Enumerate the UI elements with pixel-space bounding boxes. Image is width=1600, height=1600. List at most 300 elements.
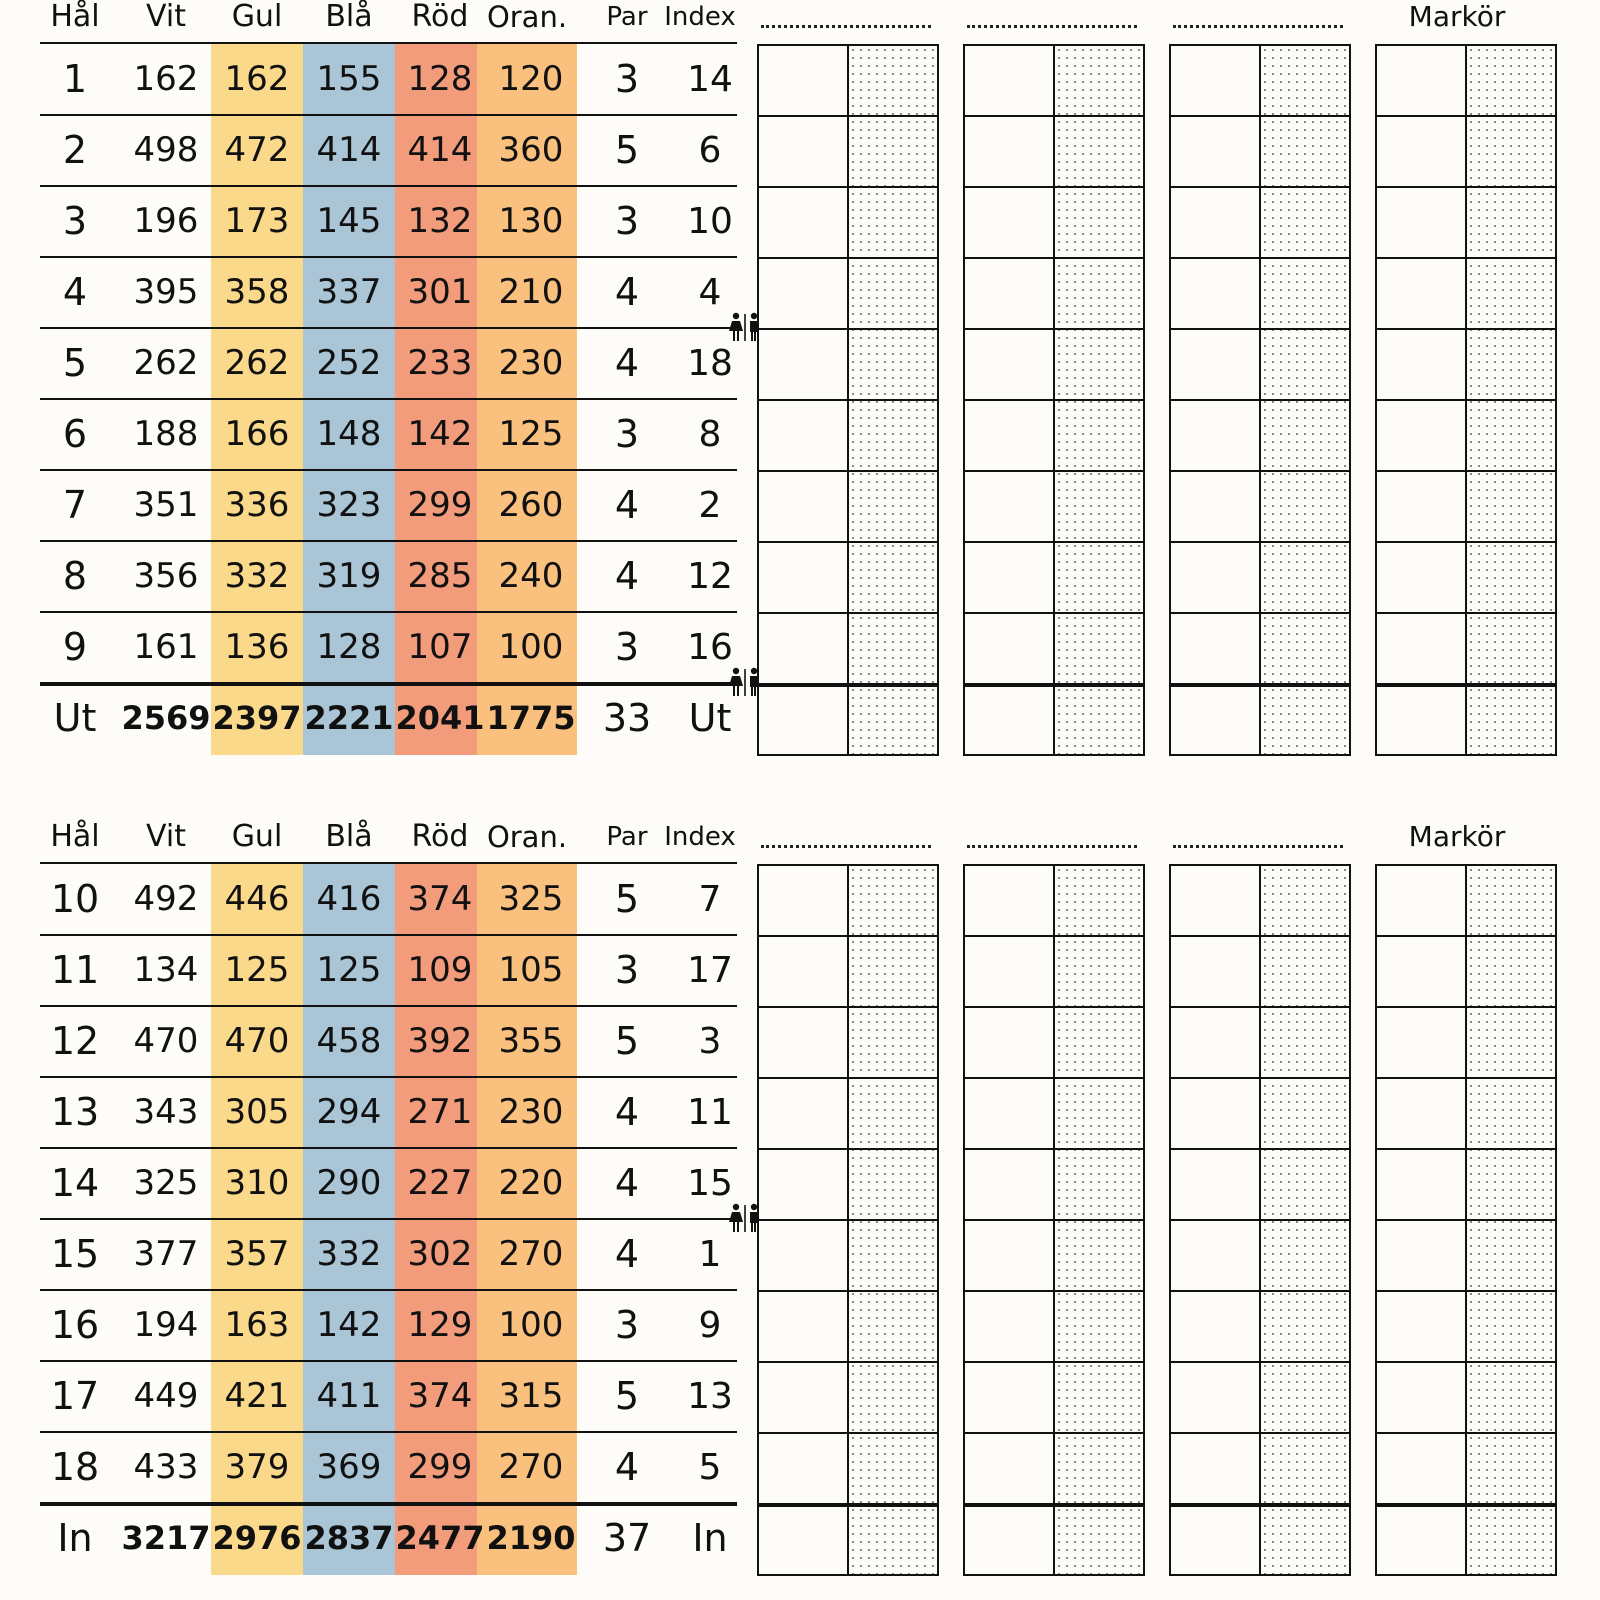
score-divider xyxy=(759,328,937,330)
cell-vit: 188 xyxy=(133,414,199,454)
score-divider xyxy=(759,1503,937,1507)
hole-row xyxy=(40,1006,737,1077)
cell-index: 1 xyxy=(698,1234,722,1275)
cell-gul: 162 xyxy=(224,59,290,99)
cell-index: 7 xyxy=(698,879,722,920)
cell-index: 5 xyxy=(698,1447,722,1488)
marker-score-box[interactable] xyxy=(1375,44,1557,756)
cell-par: 5 xyxy=(614,1019,640,1063)
cell-hole: 17 xyxy=(50,1374,100,1418)
restroom-icon xyxy=(727,667,763,697)
header-index: Index xyxy=(664,822,736,852)
cell-bla: 332 xyxy=(316,1234,382,1274)
score-divider xyxy=(1377,1432,1555,1434)
cell-par: 3 xyxy=(614,199,640,243)
cell-hole: 13 xyxy=(50,1090,100,1134)
score-divider xyxy=(965,1077,1143,1079)
cell-index: 16 xyxy=(687,627,733,668)
header-marker: Markör xyxy=(1408,0,1506,33)
header-vit: Vit xyxy=(146,0,186,34)
score-divider xyxy=(1377,612,1555,614)
cell-hole: 12 xyxy=(50,1019,100,1063)
cell-hole: 15 xyxy=(50,1232,100,1276)
cell-bla: 323 xyxy=(316,485,382,525)
total-index: Ut xyxy=(688,696,732,740)
score-divider xyxy=(1171,1219,1349,1221)
cell-bla: 148 xyxy=(316,414,382,454)
cell-bla: 125 xyxy=(316,950,382,990)
score-divider xyxy=(759,115,937,117)
cell-vit: 433 xyxy=(133,1447,199,1487)
cell-ora: 220 xyxy=(498,1163,564,1203)
cell-gul: 379 xyxy=(224,1447,290,1487)
cell-ora: 270 xyxy=(498,1234,564,1274)
cell-bla: 290 xyxy=(316,1163,382,1203)
score-divider xyxy=(965,541,1143,543)
row-divider xyxy=(40,1289,737,1291)
score-divider xyxy=(1171,1006,1349,1008)
cell-gul: 357 xyxy=(224,1234,290,1274)
score-divider xyxy=(759,470,937,472)
cell-hole: 3 xyxy=(62,199,88,243)
cell-par: 3 xyxy=(614,1303,640,1347)
score-divider xyxy=(965,1148,1143,1150)
cell-hole: 7 xyxy=(62,483,88,527)
player-name-line[interactable] xyxy=(1173,845,1343,848)
cell-rod: 271 xyxy=(407,1092,473,1132)
cell-par: 4 xyxy=(614,270,640,314)
cell-gul: 173 xyxy=(224,201,290,241)
hole-row xyxy=(40,1077,737,1148)
score-divider xyxy=(1171,612,1349,614)
score-divider xyxy=(759,1432,937,1434)
header-par: Par xyxy=(606,822,648,852)
cell-par: 3 xyxy=(614,948,640,992)
cell-ora: 260 xyxy=(498,485,564,525)
header-gul: Gul xyxy=(231,819,283,854)
hole-row xyxy=(40,864,737,935)
cell-bla: 252 xyxy=(316,343,382,383)
cell-vit: 377 xyxy=(133,1234,199,1274)
hole-row xyxy=(40,1148,737,1219)
score-divider xyxy=(1377,1219,1555,1221)
cell-vit: 194 xyxy=(133,1305,199,1345)
cell-rod: 414 xyxy=(407,130,473,170)
score-divider xyxy=(1377,115,1555,117)
player-score-box[interactable] xyxy=(757,44,939,756)
player-name-line[interactable] xyxy=(761,25,931,28)
cell-bla: 294 xyxy=(316,1092,382,1132)
row-divider xyxy=(40,540,737,542)
row-divider xyxy=(40,1502,737,1506)
cell-rod: 285 xyxy=(407,556,473,596)
score-divider xyxy=(1171,1148,1349,1150)
score-divider xyxy=(759,1219,937,1221)
score-divider xyxy=(1171,541,1349,543)
cell-gul: 262 xyxy=(224,343,290,383)
cell-index: 15 xyxy=(687,1163,733,1204)
cell-index: 2 xyxy=(698,485,722,526)
cell-vit: 196 xyxy=(133,201,199,241)
cell-index: 6 xyxy=(698,130,722,171)
cell-rod: 142 xyxy=(407,414,473,454)
cell-rod: 128 xyxy=(407,59,473,99)
cell-gul: 421 xyxy=(224,1376,290,1416)
total-rod: 2477 xyxy=(395,1519,485,1557)
header-rod: Röd xyxy=(411,819,469,854)
cell-ora: 100 xyxy=(498,627,564,667)
score-divider xyxy=(965,1290,1143,1292)
header-index: Index xyxy=(664,2,736,32)
cell-vit: 356 xyxy=(133,556,199,596)
cell-hole: 6 xyxy=(62,412,88,456)
cell-bla: 128 xyxy=(316,627,382,667)
cell-ora: 100 xyxy=(498,1305,564,1345)
score-divider xyxy=(759,1361,937,1363)
score-divider xyxy=(965,683,1143,687)
cell-rod: 299 xyxy=(407,485,473,525)
cell-index: 13 xyxy=(687,1376,733,1417)
score-divider xyxy=(1171,186,1349,188)
cell-par: 4 xyxy=(614,1161,640,1205)
row-divider xyxy=(40,327,737,329)
cell-gul: 166 xyxy=(224,414,290,454)
row-divider xyxy=(40,1218,737,1220)
cell-vit: 492 xyxy=(133,879,199,919)
row-divider xyxy=(40,1005,737,1007)
row-divider xyxy=(40,862,737,864)
cell-rod: 301 xyxy=(407,272,473,312)
row-divider xyxy=(40,1147,737,1149)
cell-index: 9 xyxy=(698,1305,722,1346)
score-divider xyxy=(1171,1290,1349,1292)
cell-ora: 130 xyxy=(498,201,564,241)
score-divider xyxy=(1377,328,1555,330)
header-rod: Röd xyxy=(411,0,469,34)
cell-par: 4 xyxy=(614,1232,640,1276)
score-divider xyxy=(1171,399,1349,401)
score-divider xyxy=(759,1006,937,1008)
cell-hole: 16 xyxy=(50,1303,100,1347)
cell-vit: 395 xyxy=(133,272,199,312)
row-divider xyxy=(40,934,737,936)
score-divider xyxy=(1377,399,1555,401)
cell-hole: 10 xyxy=(50,877,100,921)
score-divider xyxy=(1171,328,1349,330)
cell-index: 12 xyxy=(687,556,733,597)
total-hole: Ut xyxy=(53,696,97,740)
hole-row xyxy=(40,612,737,683)
cell-bla: 145 xyxy=(316,201,382,241)
cell-bla: 319 xyxy=(316,556,382,596)
header-bla: Blå xyxy=(325,819,373,854)
score-divider xyxy=(1171,115,1349,117)
score-divider xyxy=(965,1361,1143,1363)
cell-par: 5 xyxy=(614,128,640,172)
score-divider xyxy=(965,612,1143,614)
cell-ora: 230 xyxy=(498,343,564,383)
cell-hole: 18 xyxy=(50,1445,100,1489)
cell-rod: 227 xyxy=(407,1163,473,1203)
total-par: 37 xyxy=(602,1516,652,1560)
cell-rod: 299 xyxy=(407,1447,473,1487)
score-divider xyxy=(965,186,1143,188)
cell-ora: 360 xyxy=(498,130,564,170)
score-divider xyxy=(965,935,1143,937)
cell-rod: 302 xyxy=(407,1234,473,1274)
score-divider xyxy=(1377,1503,1555,1507)
score-divider xyxy=(1377,1148,1555,1150)
hole-row xyxy=(40,257,737,328)
score-divider xyxy=(965,1006,1143,1008)
hole-row xyxy=(40,470,737,541)
score-divider xyxy=(1377,1361,1555,1363)
cell-vit: 498 xyxy=(133,130,199,170)
score-divider xyxy=(1377,1290,1555,1292)
score-divider xyxy=(759,935,937,937)
score-divider xyxy=(1377,683,1555,687)
cell-index: 17 xyxy=(687,950,733,991)
cell-gul: 163 xyxy=(224,1305,290,1345)
marker-score-box[interactable] xyxy=(1375,864,1557,1576)
player-score-box[interactable] xyxy=(1169,864,1351,1576)
player-name-line[interactable] xyxy=(967,845,1137,848)
total-hole: In xyxy=(57,1516,93,1560)
player-score-box[interactable] xyxy=(757,864,939,1576)
total-vit: 2569 xyxy=(121,699,211,737)
score-divider xyxy=(965,115,1143,117)
cell-vit: 351 xyxy=(133,485,199,525)
total-gul: 2976 xyxy=(212,1519,302,1557)
score-divider xyxy=(965,399,1143,401)
cell-vit: 162 xyxy=(133,59,199,99)
cell-vit: 262 xyxy=(133,343,199,383)
cell-index: 18 xyxy=(687,343,733,384)
score-divider xyxy=(759,257,937,259)
cell-gul: 125 xyxy=(224,950,290,990)
player-name-line[interactable] xyxy=(761,845,931,848)
player-name-line[interactable] xyxy=(967,25,1137,28)
cell-gul: 336 xyxy=(224,485,290,525)
cell-index: 14 xyxy=(687,59,733,100)
cell-gul: 332 xyxy=(224,556,290,596)
cell-bla: 411 xyxy=(316,1376,382,1416)
total-bla: 2221 xyxy=(304,699,394,737)
cell-index: 11 xyxy=(687,1092,733,1133)
row-divider xyxy=(40,682,737,686)
cell-index: 10 xyxy=(687,201,733,242)
score-divider xyxy=(759,1290,937,1292)
hole-row xyxy=(40,1290,737,1361)
cell-par: 4 xyxy=(614,1090,640,1134)
cell-vit: 161 xyxy=(133,627,199,667)
cell-ora: 120 xyxy=(498,59,564,99)
player-name-line[interactable] xyxy=(1173,25,1343,28)
player-score-box[interactable] xyxy=(1169,44,1351,756)
cell-par: 3 xyxy=(614,625,640,669)
cell-rod: 129 xyxy=(407,1305,473,1345)
score-divider xyxy=(759,1077,937,1079)
cell-rod: 374 xyxy=(407,879,473,919)
row-divider xyxy=(40,398,737,400)
row-divider xyxy=(40,1431,737,1433)
score-divider xyxy=(1377,470,1555,472)
restroom-icon xyxy=(727,312,763,342)
cell-index: 3 xyxy=(698,1021,722,1062)
score-divider xyxy=(965,328,1143,330)
cell-gul: 472 xyxy=(224,130,290,170)
total-index: In xyxy=(692,1516,728,1560)
score-divider xyxy=(1377,541,1555,543)
hole-row xyxy=(40,935,737,1006)
score-divider xyxy=(759,612,937,614)
cell-par: 5 xyxy=(614,877,640,921)
cell-vit: 470 xyxy=(133,1021,199,1061)
score-divider xyxy=(1377,1077,1555,1079)
cell-vit: 134 xyxy=(133,950,199,990)
cell-rod: 107 xyxy=(407,627,473,667)
cell-bla: 155 xyxy=(316,59,382,99)
cell-ora: 125 xyxy=(498,414,564,454)
cell-ora: 315 xyxy=(498,1376,564,1416)
cell-hole: 2 xyxy=(62,128,88,172)
hole-row xyxy=(40,115,737,186)
hole-row xyxy=(40,541,737,612)
cell-bla: 337 xyxy=(316,272,382,312)
cell-hole: 8 xyxy=(62,554,88,598)
score-divider xyxy=(759,1148,937,1150)
score-divider xyxy=(965,470,1143,472)
cell-bla: 369 xyxy=(316,1447,382,1487)
cell-rod: 374 xyxy=(407,1376,473,1416)
score-divider xyxy=(965,1219,1143,1221)
total-ora: 1775 xyxy=(486,699,576,737)
score-divider xyxy=(1171,935,1349,937)
cell-gul: 310 xyxy=(224,1163,290,1203)
score-divider xyxy=(1171,1503,1349,1507)
cell-par: 4 xyxy=(614,341,640,385)
score-divider xyxy=(759,683,937,687)
cell-vit: 449 xyxy=(133,1376,199,1416)
cell-par: 3 xyxy=(614,57,640,101)
hole-row xyxy=(40,399,737,470)
cell-par: 3 xyxy=(614,412,640,456)
score-divider xyxy=(1171,1361,1349,1363)
cell-par: 4 xyxy=(614,554,640,598)
header-marker: Markör xyxy=(1408,820,1506,853)
cell-vit: 325 xyxy=(133,1163,199,1203)
row-divider xyxy=(40,256,737,258)
cell-index: 4 xyxy=(698,272,722,313)
total-row xyxy=(40,683,737,754)
score-divider xyxy=(1171,1432,1349,1434)
total-par: 33 xyxy=(602,696,652,740)
cell-rod: 392 xyxy=(407,1021,473,1061)
score-divider xyxy=(1171,1077,1349,1079)
score-divider xyxy=(759,399,937,401)
score-divider xyxy=(965,257,1143,259)
cell-ora: 270 xyxy=(498,1447,564,1487)
cell-gul: 470 xyxy=(224,1021,290,1061)
score-divider xyxy=(1377,1006,1555,1008)
total-row xyxy=(40,1503,737,1574)
total-gul: 2397 xyxy=(212,699,302,737)
total-bla: 2837 xyxy=(304,1519,394,1557)
cell-hole: 1 xyxy=(62,57,88,101)
header-bla: Blå xyxy=(325,0,373,34)
cell-ora: 355 xyxy=(498,1021,564,1061)
score-divider xyxy=(1377,935,1555,937)
player-score-box[interactable] xyxy=(963,864,1145,1576)
score-divider xyxy=(965,1432,1143,1434)
cell-ora: 105 xyxy=(498,950,564,990)
score-divider xyxy=(965,1503,1143,1507)
cell-par: 4 xyxy=(614,483,640,527)
hole-row xyxy=(40,44,737,115)
cell-bla: 142 xyxy=(316,1305,382,1345)
header-vit: Vit xyxy=(146,819,186,854)
header-hal: Hål xyxy=(50,0,100,34)
cell-vit: 343 xyxy=(133,1092,199,1132)
cell-hole: 5 xyxy=(62,341,88,385)
cell-par: 5 xyxy=(614,1374,640,1418)
score-divider xyxy=(1377,257,1555,259)
cell-gul: 358 xyxy=(224,272,290,312)
hole-row xyxy=(40,1219,737,1290)
cell-bla: 458 xyxy=(316,1021,382,1061)
cell-hole: 14 xyxy=(50,1161,100,1205)
hole-row xyxy=(40,186,737,257)
row-divider xyxy=(40,185,737,187)
total-ora: 2190 xyxy=(486,1519,576,1557)
score-divider xyxy=(1171,470,1349,472)
cell-gul: 136 xyxy=(224,627,290,667)
cell-bla: 416 xyxy=(316,879,382,919)
cell-hole: 4 xyxy=(62,270,88,314)
hole-row xyxy=(40,328,737,399)
cell-rod: 132 xyxy=(407,201,473,241)
row-divider xyxy=(40,469,737,471)
cell-hole: 9 xyxy=(62,625,88,669)
cell-par: 4 xyxy=(614,1445,640,1489)
cell-rod: 233 xyxy=(407,343,473,383)
cell-hole: 11 xyxy=(50,948,100,992)
row-divider xyxy=(40,611,737,613)
row-divider xyxy=(40,1076,737,1078)
row-divider xyxy=(40,1360,737,1362)
cell-ora: 325 xyxy=(498,879,564,919)
header-gul: Gul xyxy=(231,0,283,34)
header-par: Par xyxy=(606,2,648,32)
cell-rod: 109 xyxy=(407,950,473,990)
header-ora: Oran. xyxy=(486,820,568,854)
total-rod: 2041 xyxy=(395,699,485,737)
score-divider xyxy=(1171,683,1349,687)
score-divider xyxy=(759,541,937,543)
header-ora: Oran. xyxy=(486,0,568,34)
player-score-box[interactable] xyxy=(963,44,1145,756)
row-divider xyxy=(40,42,737,44)
cell-ora: 230 xyxy=(498,1092,564,1132)
score-divider xyxy=(1171,257,1349,259)
cell-bla: 414 xyxy=(316,130,382,170)
cell-ora: 240 xyxy=(498,556,564,596)
cell-index: 8 xyxy=(698,414,722,455)
restroom-icon xyxy=(727,1203,763,1233)
row-divider xyxy=(40,114,737,116)
cell-gul: 305 xyxy=(224,1092,290,1132)
hole-row xyxy=(40,1361,737,1432)
